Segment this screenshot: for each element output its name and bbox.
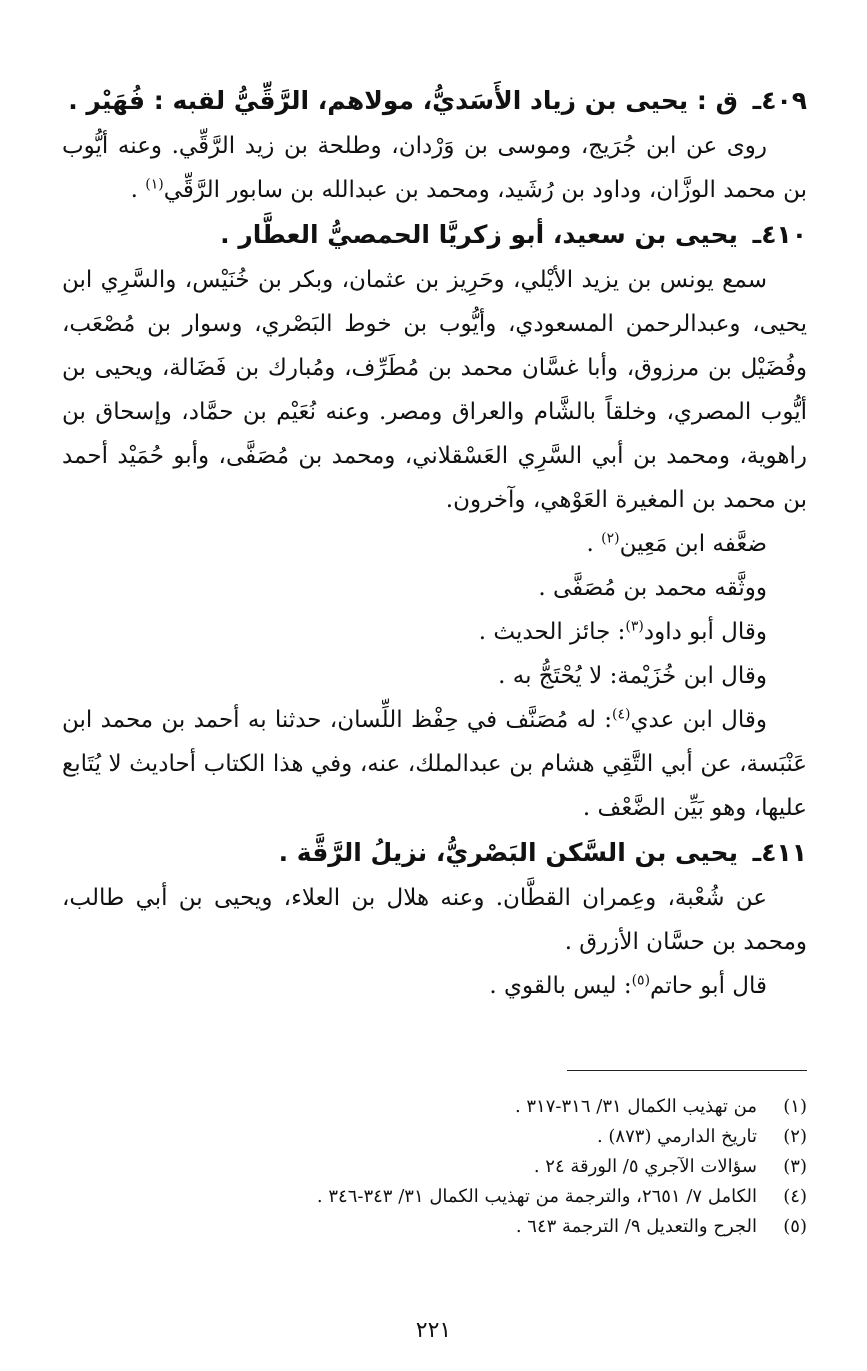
entry-paragraph (62, 124, 807, 212)
entry-paragraph (62, 698, 807, 830)
footnote-number: (٣) (783, 1156, 807, 1177)
page-body (62, 78, 807, 1008)
footnote-ref: (٢) (601, 530, 620, 547)
footnote-number: (١) (783, 1096, 807, 1117)
footnote-number: (٢) (783, 1126, 807, 1147)
entry-paragraph (62, 522, 807, 566)
footnote-item (87, 1212, 807, 1242)
footnote-text: سؤالات الآجري ٥/ الورقة ٢٤ . (533, 1156, 757, 1177)
entry-heading-411 (62, 830, 807, 876)
paragraph-end: : له مُصَنَّف في حِفْظ اللِّسان، حدثنا به أحمد بن محمد ابن عَنْبَسة، عن أبي التَّقِي هشام بن عبدالملك، عنه، وفي هذا الكتاب أحاديث لا يُتَابع عليها، وهو بَيِّن الضَّعْف . (62, 707, 807, 821)
entry-number: ٤١١ـ (752, 838, 807, 867)
footnote-number: (٤) (783, 1186, 807, 1207)
footnote-item (87, 1092, 807, 1122)
footnote-number: (٥) (783, 1216, 807, 1237)
footnote-item (87, 1122, 807, 1152)
entry-paragraph (62, 610, 807, 654)
footnote-text: تاريخ الدارمي (٨٧٣) . (596, 1126, 757, 1147)
entry-paragraph: عن شُعْبة، وعِمران القطَّان. وعنه هلال بن العلاء، ويحيى بن أبي طالب، ومحمد بن حسَّان الأزرق . (62, 885, 807, 955)
paragraph-end: : ليس بالقوي . (489, 973, 632, 999)
entry-title: ق : يحيى بن زياد الأَسَديُّ، مولاهم، الرَّقِّيُّ لقبه : فُهَيْر . (68, 86, 738, 115)
footnote-item (87, 1152, 807, 1182)
footnote-text: الكامل ٧/ ٢٦٥١، والترجمة من تهذيب الكمال ٣١/ ٣٤٣-٣٤٦ . (316, 1186, 757, 1207)
entry-title: يحيى بن سعيد، أبو زكريَّا الحمصيُّ العطَّار . (220, 220, 738, 249)
entry-paragraph: ووثَّقه محمد بن مُصَفَّى . (538, 575, 767, 601)
footnote-item (87, 1182, 807, 1212)
entry-paragraph (62, 964, 807, 1008)
paragraph-text: روى عن ابن جُرَيج، وموسى بن وَرْدان، وطلحة بن زيد الرَّقِّي. وعنه أيُّوب بن محمد الوزَّان، وداود بن رُشَيد، ومحمد بن عبدالله بن سابور الرَّقِّي (62, 133, 807, 203)
footnote-divider (567, 1070, 807, 1071)
footnote-text: من تهذيب الكمال ٣١/ ٣١٦-٣١٧ . (514, 1096, 757, 1117)
entry-heading-410 (62, 212, 807, 258)
footnotes (87, 1092, 807, 1242)
footnote-ref: (٤) (612, 706, 631, 723)
entry-number: ٤٠٩ـ (752, 86, 807, 115)
footnote-ref: (٣) (625, 618, 644, 635)
footnote-ref: (١) (145, 176, 164, 193)
paragraph-text: وقال ابن عدي (630, 707, 767, 733)
footnote-text: الجرح والتعديل ٩/ الترجمة ٦٤٣ . (515, 1216, 757, 1237)
paragraph-text: ضعَّفه ابن مَعِين (619, 531, 767, 557)
paragraph-text: وقال أبو داود (643, 619, 767, 645)
paragraph-text: قال أبو حاتم (650, 973, 767, 999)
entry-paragraph: وقال ابن خُزَيْمة: لا يُحْتَجُّ به . (498, 663, 767, 689)
footnote-ref: (٥) (631, 972, 651, 989)
entry-number: ٤١٠ـ (752, 220, 807, 249)
entry-title: يحيى بن السَّكن البَصْريُّ، نزيلُ الرَّقَّة . (278, 838, 738, 867)
entry-paragraph: سمع يونس بن يزيد الأيْلي، وحَرِيز بن عثمان، وبكر بن خُنَيْس، والسَّرِي ابن يحيى، وعبدالرحمن المسعودي، وأيُّوب بن خوط البَصْري، وسوار بن مُصْعَب، وفُضَيْل بن مرزوق، وأبا غسَّان محمد بن مُطَرِّف، ومُبارك بن فَضَالة، ويحيى بن أيُّوب المصري، وخلقاً بالشَّام والعراق ومصر. وعنه نُعَيْم بن حمَّاد، وإسحاق بن راهوية، ومحمد بن أبي السَّرِي العَسْقلاني، ومحمد بن مُصَفَّى، وأبو حُمَيْد أحمد بن محمد بن المغيرة العَوْهي، وآخرون. (62, 267, 807, 513)
page-number: ٢٢١ (415, 1318, 452, 1343)
paragraph-end: . (130, 177, 146, 203)
paragraph-end: . (586, 531, 602, 557)
entry-heading-409 (62, 78, 807, 124)
paragraph-end: : جائز الحديث . (478, 619, 626, 645)
